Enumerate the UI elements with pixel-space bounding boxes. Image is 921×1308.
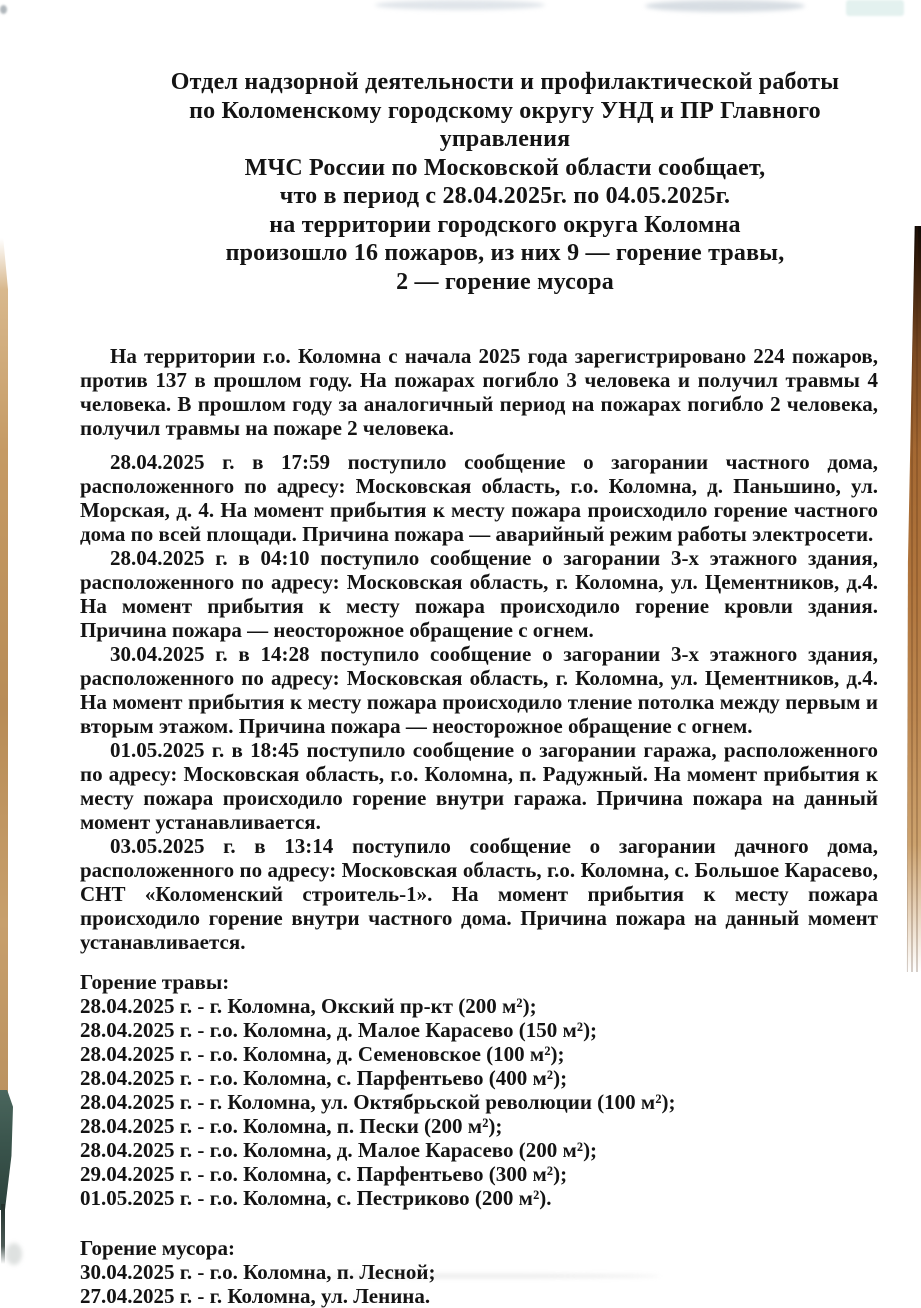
incident-paragraph: 28.04.2025 г. в 04:10 поступило сообщение о загорании 3-х этажного здания, расположенного по адресу: Московская область, г. Коломна, ул. Цементников, д.4. На момент прибытия к месту пожара происходило горение кровли здания. Причина пожара — неосторожное обращение с огнем. bbox=[80, 546, 878, 642]
trash-fires-title: Горение мусора: bbox=[80, 1236, 235, 1260]
scan-edge-left-dark-line bbox=[1, 1204, 5, 1264]
header-line: по Коломенскому городскому округу УНД и ПР Главного управления bbox=[189, 97, 821, 152]
grass-fire-item: 01.05.2025 г. - г.о. Коломна, с. Пестриково (200 м²). bbox=[80, 1186, 552, 1210]
intro-paragraph: На территории г.о. Коломна с начала 2025 года зарегистрировано 224 пожаров, против 137 в прошлом году. На пожарах погибло 3 человека и получил травмы 4 человека. В прошлом году за аналогичный период на пожарах погибло 2 человека, получил травмы на пожаре 2 человека. bbox=[80, 344, 878, 440]
scan-smudge-top bbox=[375, 0, 545, 10]
grass-fire-item: 28.04.2025 г. - г.о. Коломна, д. Малое Карасево (200 м²); bbox=[80, 1138, 598, 1162]
grass-fire-item: 28.04.2025 г. - г.о. Коломна, д. Семеновское (100 м²); bbox=[80, 1042, 565, 1066]
grass-fire-item: 28.04.2025 г. - г.о. Коломна, п. Пески (200 м²); bbox=[80, 1114, 503, 1138]
scan-smudge-top-right bbox=[846, 0, 904, 16]
header-line: что в период с 28.04.2025г. по 04.05.2025г. bbox=[279, 183, 731, 209]
grass-fire-item: 28.04.2025 г. - г. Коломна, ул. Октябрьской революции (100 м²); bbox=[80, 1090, 676, 1114]
header-line: МЧС России по Московской области сообщает, bbox=[244, 154, 766, 181]
trash-fire-item: 30.04.2025 г. - г.о. Коломна, п. Лесной; bbox=[80, 1260, 436, 1284]
incident-paragraphs bbox=[80, 450, 878, 954]
grass-fire-item: 28.04.2025 г. - г. Коломна, Окский пр-кт (200 м²); bbox=[80, 994, 537, 1018]
header-line: произошло 16 пожаров, из них 9 — горение травы, bbox=[225, 240, 785, 266]
scan-smudge-bottom-left bbox=[6, 1243, 22, 1265]
scan-edge-left-wood bbox=[0, 238, 8, 1094]
header-line: 2 — горение мусора bbox=[396, 268, 614, 295]
grass-fire-item: 28.04.2025 г. - г.о. Коломна, с. Парфентьево (400 м²); bbox=[80, 1066, 568, 1090]
grass-fires-title: Горение травы: bbox=[80, 970, 230, 994]
scan-smudge-top-left bbox=[0, 5, 7, 14]
grass-fires-list bbox=[80, 994, 878, 1210]
scan-smudge-top bbox=[645, 0, 805, 12]
trash-fire-item: 27.04.2025 г. - г. Коломна, ул. Ленина. bbox=[80, 1284, 431, 1308]
header-line: на территории городского округа Коломна bbox=[269, 211, 741, 238]
header-line: Отдел надзорной деятельности и профилактической работы bbox=[170, 69, 840, 95]
grass-fire-item: 28.04.2025 г. - г.о. Коломна, д. Малое Карасево (150 м²); bbox=[80, 1018, 598, 1042]
scan-edge-left-teal bbox=[0, 1090, 13, 1210]
document-header bbox=[132, 68, 878, 296]
trash-fires-section bbox=[80, 1236, 878, 1308]
document-content bbox=[80, 68, 878, 1308]
incident-paragraph: 30.04.2025 г. в 14:28 поступило сообщение о загорании 3-х этажного здания, расположенного по адресу: Московская область, г. Коломна, ул. Цементников, д.4. На момент прибытия к месту пожара происходило тление потолка между первым и вторым этажом. Причина пожара — неосторожное обращение с огнем. bbox=[80, 642, 878, 738]
incident-paragraph: 01.05.2025 г. в 18:45 поступило сообщение о загорании гаража, расположенного по адресу: Московская область, г.о. Коломна, п. Радужный. На момент прибытия к месту пожара происходило горение внутри гаража. Причина пожара на данный момент устанавливается. bbox=[80, 738, 878, 834]
incident-paragraph: 03.05.2025 г. в 13:14 поступило сообщение о загорании дачного дома, расположенного по адресу: Московская область, г.о. Коломна, с. Большое Карасево, СНТ «Коломенский строитель-1». На момент прибытия к месту пожара происходило горение внутри частного дома. Причина пожара на данный момент устанавливается. bbox=[80, 834, 878, 954]
trash-fires-list bbox=[80, 1260, 878, 1308]
grass-fires-section bbox=[80, 970, 878, 1210]
scan-edge-right-wood bbox=[906, 226, 921, 972]
incident-paragraph: 28.04.2025 г. в 17:59 поступило сообщение о загорании частного дома, расположенного по адресу: Московская область, г.о. Коломна, д. Паньшино, ул. Морская, д. 4. На момент прибытия к месту пожара происходило горение частного дома по всей площади. Причина пожара — аварийный режим работы электросети. bbox=[80, 450, 878, 546]
grass-fire-item: 29.04.2025 г. - г.о. Коломна, с. Парфентьево (300 м²); bbox=[80, 1162, 568, 1186]
